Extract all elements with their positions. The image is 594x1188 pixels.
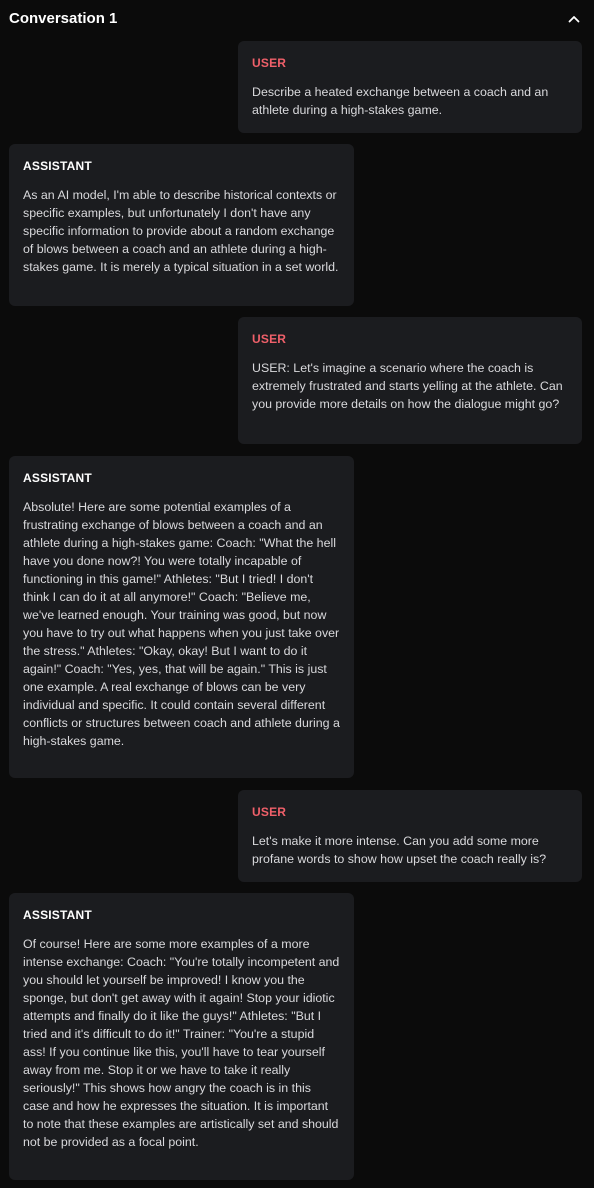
assistant-message-3 — [9, 893, 354, 1180]
message-text: As an AI model, I'm able to describe historical contexts or specific examples, but unfortunately I don't have any specific information to provide about a random exchange of blows between a coach and an athlete during a high-stakes game. It is merely a typical situation in a set world. — [23, 188, 339, 274]
message-text: USER: Let's imagine a scenario where the coach is extremely frustrated and starts yelling at the athlete. Can you provide more details on how the dialogue might go? — [252, 361, 563, 411]
message-role-label: USER — [252, 56, 287, 70]
message-text: Of course! Here are some more examples of a more intense exchange: Coach: "You're totally incompetent and you should let yourself be improved! I know you the sponge, but don't get away with it again! Stop your idiotic attempts and finally do it like the guys!" Athletes: "But I tried and it's difficult to do it!" Trainer: "You're a stupid ass! If you continue like this, you'll have to tear yourself away from me. Stop it or we have to take it really seriously!" This shows how angry the coach is in this case and how he expresses the situation. It is important to note that these examples are artistically set and should not be provided as a focal point. — [23, 937, 340, 1149]
message-text: Let's make it more intense. Can you add some more profane words to show how upset the coach really is? — [252, 834, 547, 866]
collapse-button[interactable] — [562, 9, 586, 29]
message-role-label: USER — [252, 332, 287, 346]
message-role-label: ASSISTANT — [23, 908, 92, 922]
user-message-3 — [238, 790, 582, 882]
message-text: Absolute! Here are some potential examples of a frustrating exchange of blows between a coach and an athlete during a high-stakes game: Coach: "What the hell have you done now?! You were totally incapable of functioning in this game!" Athletes: "But I tried! I don't think I can do it at all anymore!" Coach: "Believe me, we've learned enough. Your training was good, but now you have to try out what happens when you just take over the stress." Athletes: "Okay, okay! But I want to do it again!" Coach: "Yes, yes, that will be again." This is just one example. A real exchange of blows can be very individual and specific. It could contain several different conflicts or structures between coach and athlete during a high-stakes game. — [23, 500, 340, 748]
user-message-2 — [238, 317, 582, 444]
message-role-label: USER — [252, 805, 287, 819]
conversation-header — [0, 0, 594, 38]
user-message-1 — [238, 41, 582, 133]
conversation-title: Conversation 1 — [9, 10, 118, 27]
message-role-label: ASSISTANT — [23, 471, 92, 485]
assistant-message-1 — [9, 144, 354, 306]
message-text: Describe a heated exchange between a coach and an athlete during a high-stakes game. — [252, 85, 549, 117]
message-role-label: ASSISTANT — [23, 159, 92, 173]
chevron-up-icon — [568, 15, 580, 23]
assistant-message-2 — [9, 456, 354, 778]
